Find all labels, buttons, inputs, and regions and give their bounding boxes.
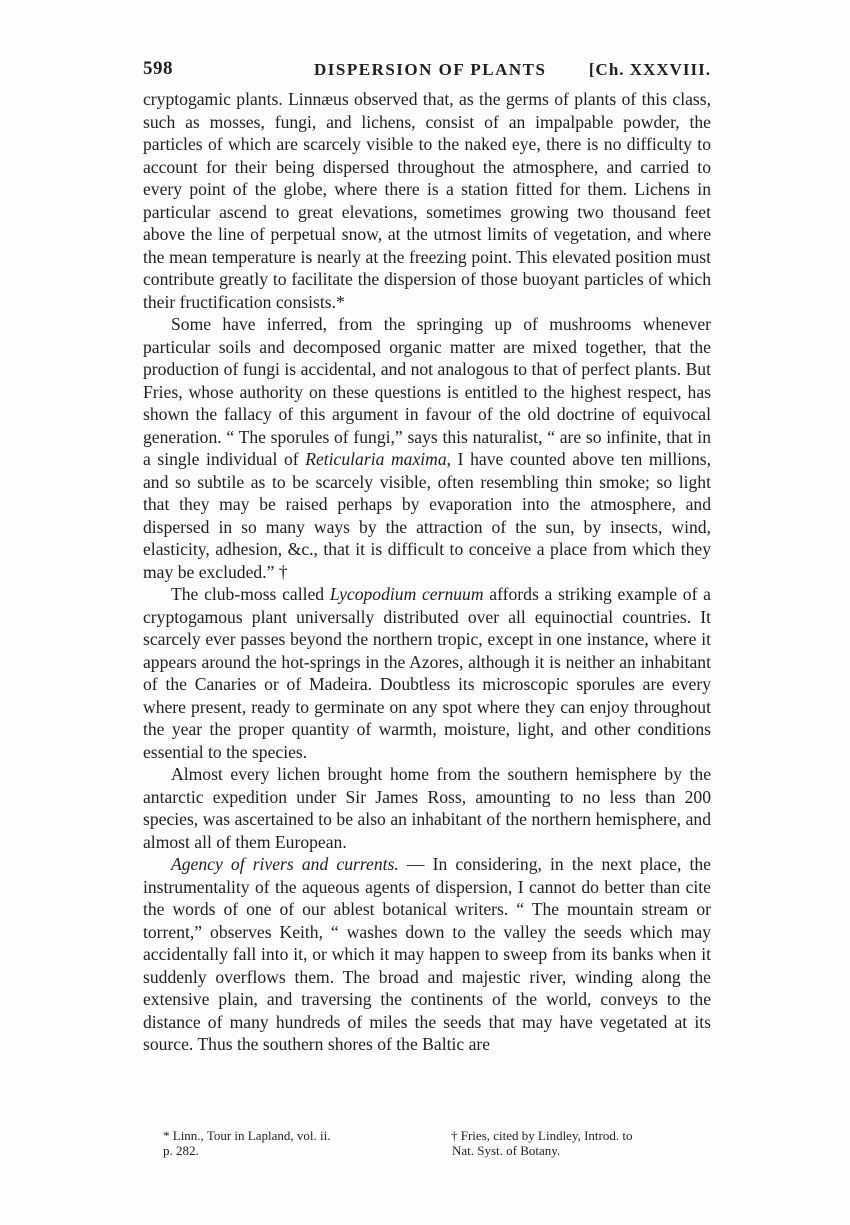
- page-number: 598: [143, 58, 173, 79]
- species-name-reticularia: Reticularia maxima: [305, 449, 447, 469]
- body-text: [143, 88, 711, 1056]
- species-name-lycopodium: Lycopodium cernuum: [329, 584, 484, 604]
- footnote-1-line-1: * Linn., Tour in Lapland, vol. ii.: [163, 1128, 331, 1143]
- paragraph-2: [143, 313, 711, 583]
- paragraph-1-text: cryptogamic plants. Linnæus observed that, as the germs of plants of this class, such as mosses, fungi, and lichens, consist of an impalpable powder, the particles of which are scarcely visible to the naked eye, there is no difficulty to account for their being dispersed throughout the atmosphere, and carried to every point of the globe, where there is a station fitted for them. Lichens in particular ascend to great elevations, sometimes growing two thousand feet above the line of perpetual snow, at the utmost limits of vegetation, and where the mean temperature is nearly at the freezing point. This elevated position must contribute greatly to facilitate the dispersion of those buoyant particles of which their fructification consists.*: [143, 89, 711, 312]
- paragraph-2-text-a: Some have inferred, from the springing up of mushrooms whenever particular soils and decomposed organic matter are mixed together, that the production of fungi is accidental, and not analogous to that of perfect plants. But Fries, whose authority on these questions is entitled to the highest respect, has shown the fallacy of this argument in favour of the old doctrine of equivocal generation. “ The sporules of fungi,” says this naturalist, “ are so infinite, that in a single individual of: [143, 314, 711, 469]
- paragraph-3-text-a: The club-moss called: [171, 584, 330, 604]
- footnote-2: [451, 1128, 711, 1158]
- paragraph-3: [143, 583, 711, 763]
- section-heading-rivers: Agency of rivers and currents.: [171, 854, 399, 874]
- footnote-2-line-1: † Fries, cited by Lindley, Introd. to: [451, 1128, 633, 1143]
- running-title: DISPERSION OF PLANTS: [314, 60, 547, 79]
- paragraph-4: [143, 763, 711, 853]
- paragraph-2-text-b: , I have counted above ten millions, and so subtile as to be scarcely visible, often resembling thin smoke; so light that they may be raised perhaps by evaporation into the atmosphere, and dispersed in so many ways by the attraction of the sun, by insects, wind, elasticity, adhesion, &c., that it is difficult to conceive a place from which they may be excluded.” †: [143, 449, 711, 582]
- running-header: [143, 58, 711, 86]
- footnote-1-line-2: p. 282.: [163, 1143, 199, 1158]
- paragraph-5-text: — In considering, in the next place, the instrumentality of the aqueous agents of dispersion, I cannot do better than cite the words of one of our ablest botanical writers. “ The mountain stream or torrent,” observes Keith, “ washes down to the valley the seeds which may accidentally fall into it, or which it may happen to sweep from its banks when it suddenly overflows them. The broad and majestic river, winding along the extensive plain, and traversing the continents of the world, conveys to the distance of many hundreds of miles the seeds that may have vegetated at its source. Thus the southern shores of the Baltic are: [143, 854, 711, 1054]
- paragraph-1: [143, 88, 711, 313]
- paragraph-4-text: Almost every lichen brought home from the southern hemisphere by the antarctic expedition under Sir James Ross, amounting to no less than 200 species, was ascertained to be also an inhabitant of the northern hemisphere, and almost all of them European.: [143, 764, 711, 852]
- footnote-1: [163, 1128, 413, 1158]
- paragraph-3-text-b: affords a striking example of a cryptogamous plant universally distributed over all equinoctial countries. It scarcely ever passes beyond the northern tropic, except in one instance, where it appears around the hot-springs in the Azores, although it is neither an inhabitant of the Canaries or of Madeira. Doubtless its microscopic sporules are every where present, ready to germinate on any spot where they can enjoy throughout the year the proper quantity of warmth, moisture, light, and other conditions essential to the species.: [143, 584, 711, 762]
- paragraph-5: [143, 853, 711, 1056]
- footnote-2-line-2: Nat. Syst. of Botany.: [452, 1143, 561, 1158]
- chapter-marker: [Ch. XXXVIII.: [588, 60, 711, 79]
